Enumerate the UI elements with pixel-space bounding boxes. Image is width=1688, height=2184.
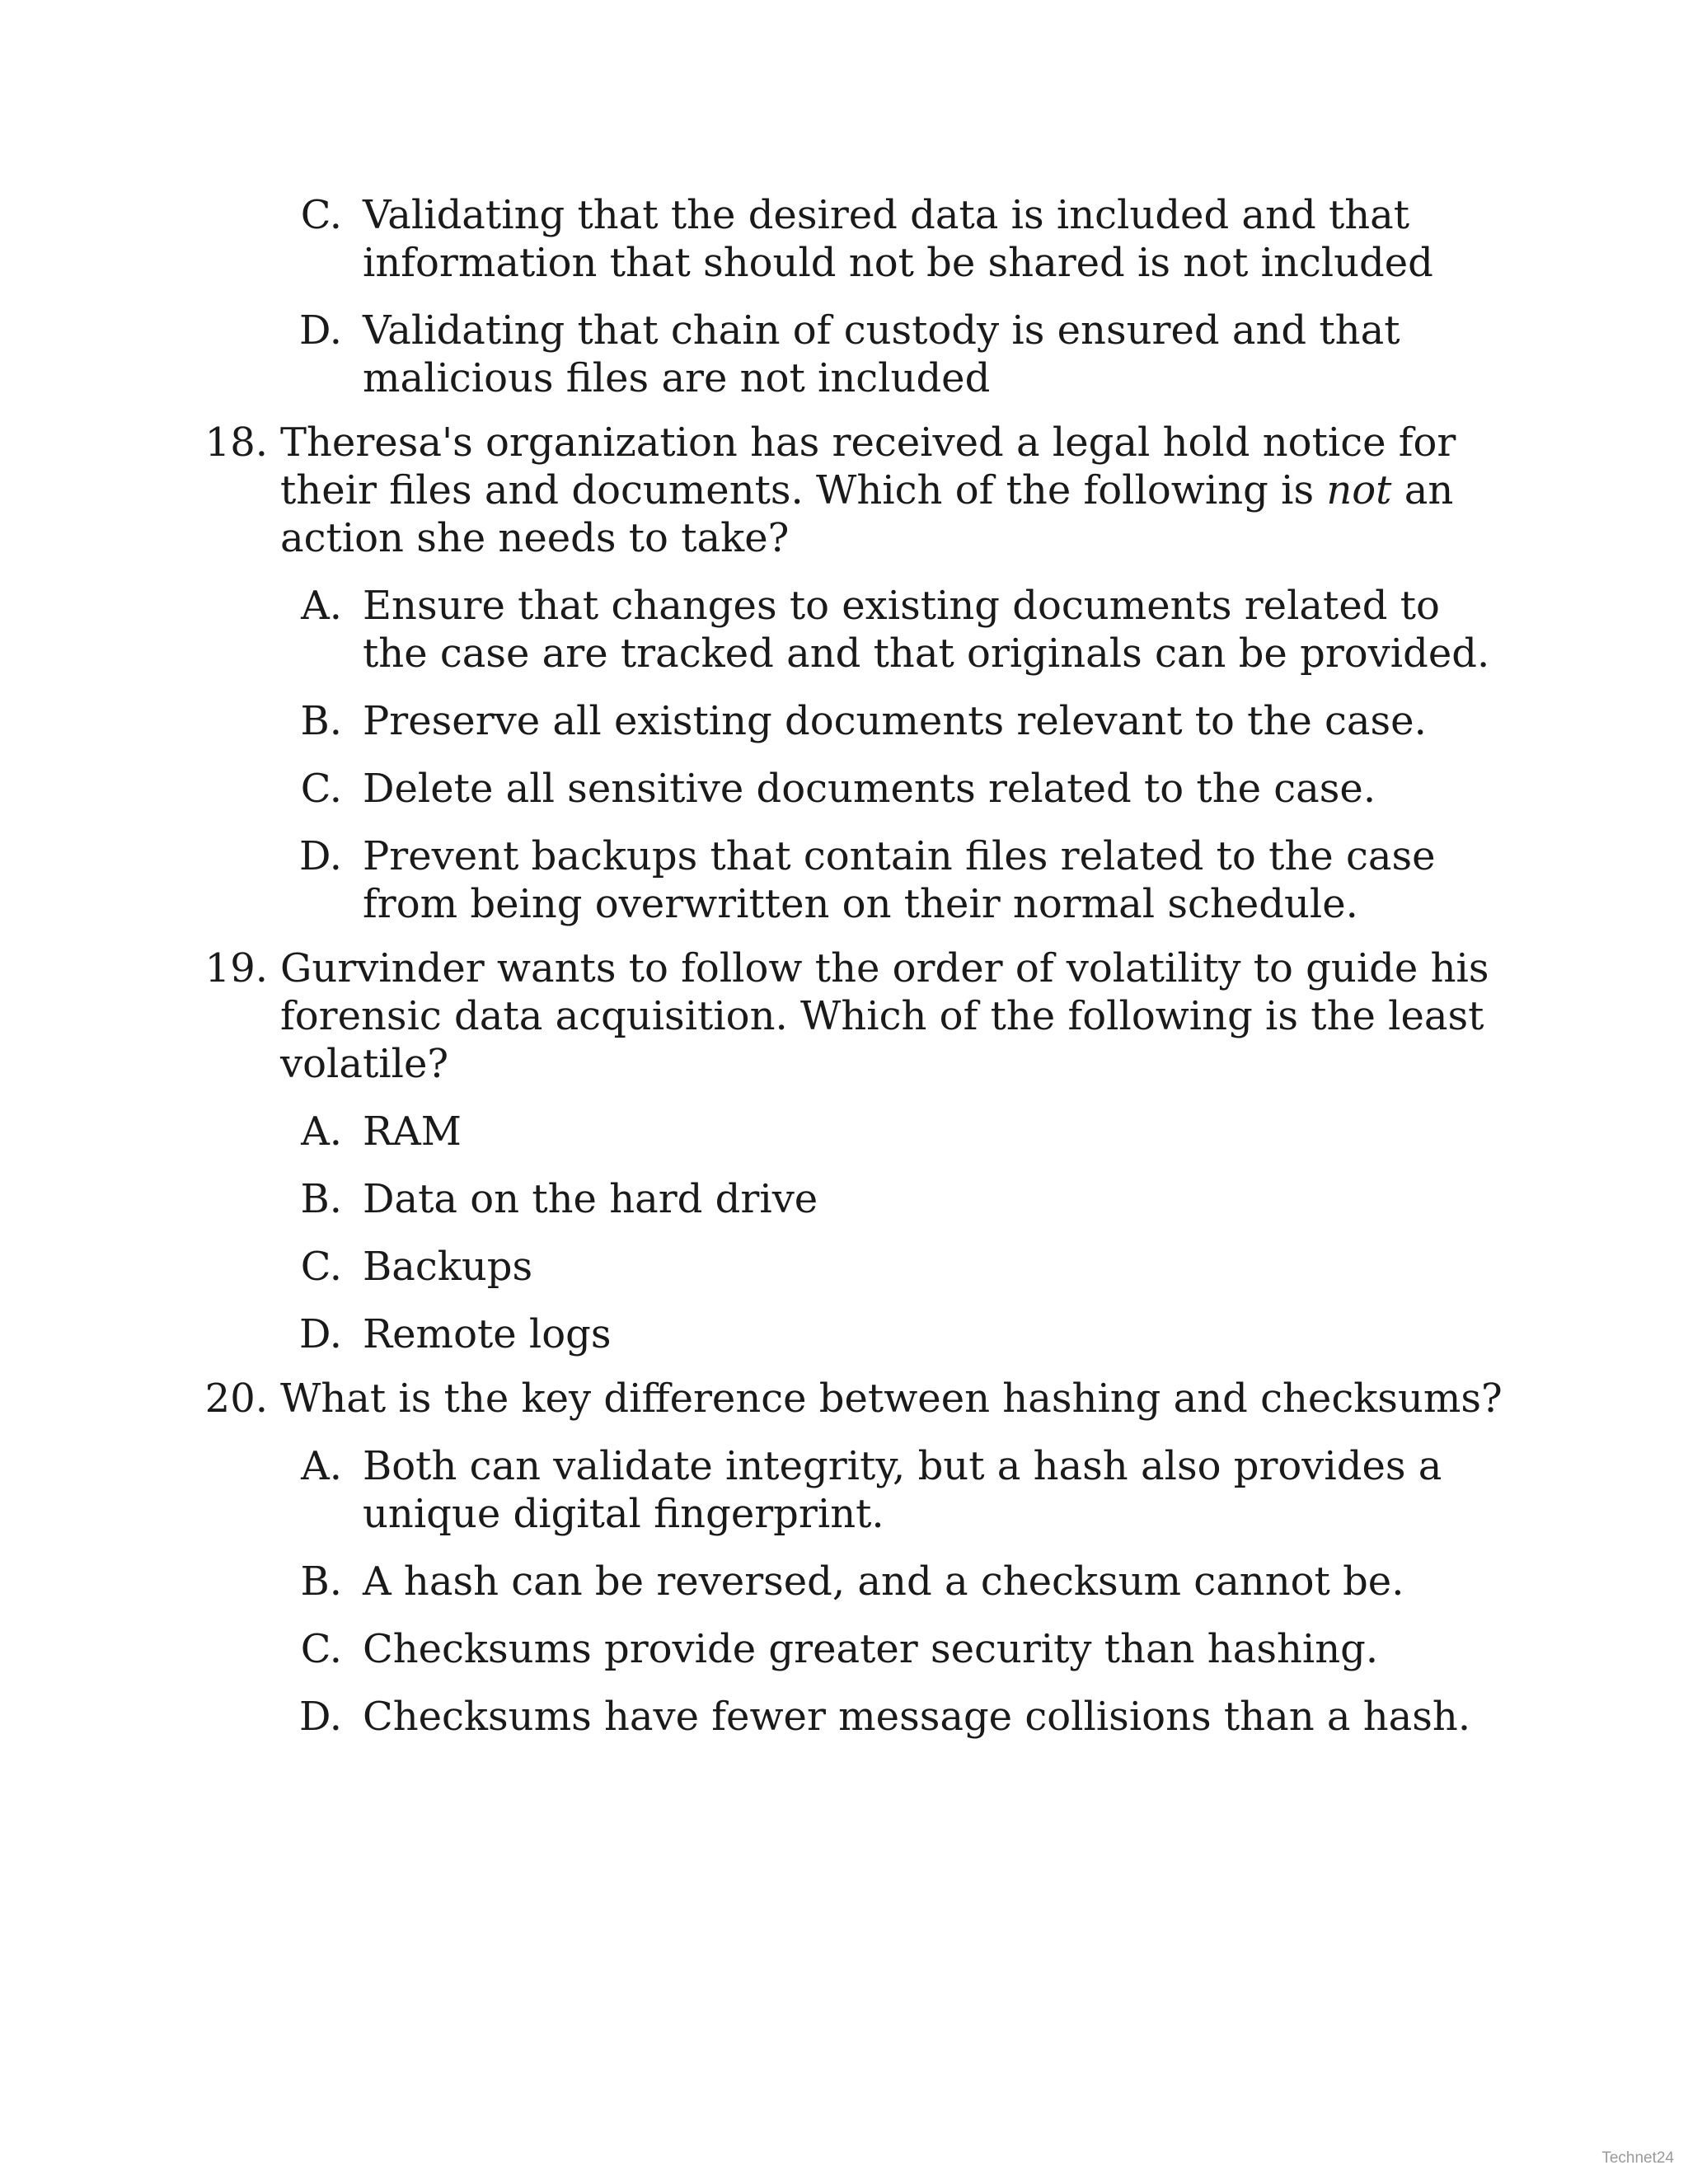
option-letter: D. bbox=[298, 833, 342, 879]
watermark: Technet24 bbox=[1601, 2149, 1674, 2167]
option-text: Data on the hard drive bbox=[363, 1176, 818, 1222]
question-number: 18. bbox=[204, 419, 268, 466]
question-19 bbox=[185, 944, 1504, 1358]
option-letter: D. bbox=[298, 1311, 342, 1357]
option-text: Validating that chain of custody is ensured and that malicious files are not included bbox=[363, 307, 1400, 401]
option-text: Both can validate integrity, but a hash also provides a unique digital fingerprint. bbox=[363, 1443, 1442, 1537]
option-c bbox=[280, 1243, 1504, 1291]
page-content bbox=[185, 191, 1504, 1741]
option-b bbox=[280, 1558, 1504, 1605]
option-c bbox=[280, 765, 1504, 813]
option-text: Preserve all existing documents relevant to the case. bbox=[363, 698, 1427, 744]
option-text: Checksums provide greater security than hashing. bbox=[363, 1626, 1379, 1672]
options-list bbox=[280, 1442, 1504, 1741]
option-letter: B. bbox=[300, 1176, 342, 1222]
question-20 bbox=[185, 1375, 1504, 1741]
question-text-before: Theresa's organization has received a legal hold notice for their files and documents. Which of the following is bbox=[280, 419, 1456, 513]
option-letter: C. bbox=[300, 192, 342, 238]
question-text bbox=[280, 419, 1504, 562]
continued-options bbox=[185, 191, 1504, 402]
option-c-continued bbox=[185, 191, 1504, 287]
option-text: Prevent backups that contain files related to the case from being overwritten on their normal schedule. bbox=[363, 833, 1436, 927]
option-text: Delete all sensitive documents related to the case. bbox=[363, 766, 1376, 812]
option-text: Ensure that changes to existing documents related to the case are tracked and that originals can be provided. bbox=[363, 583, 1490, 677]
option-letter: B. bbox=[300, 698, 342, 744]
question-text-before: Gurvinder wants to follow the order of volatility to guide his forensic data acquisition. Which of the following is the least volatile? bbox=[280, 945, 1489, 1087]
option-text: Backups bbox=[363, 1244, 533, 1290]
option-c bbox=[280, 1625, 1504, 1673]
options-list bbox=[280, 1108, 1504, 1358]
option-d bbox=[280, 1310, 1504, 1358]
question-number: 19. bbox=[204, 945, 268, 991]
option-a bbox=[280, 582, 1504, 677]
option-text: Checksums have fewer message collisions than a hash. bbox=[363, 1694, 1471, 1740]
question-18 bbox=[185, 419, 1504, 928]
option-text: RAM bbox=[363, 1108, 462, 1155]
option-d bbox=[280, 832, 1504, 928]
option-d-continued bbox=[185, 307, 1504, 402]
option-text: Remote logs bbox=[363, 1311, 612, 1357]
question-text bbox=[280, 944, 1504, 1088]
option-d bbox=[280, 1693, 1504, 1741]
option-letter: B. bbox=[300, 1558, 342, 1605]
option-a bbox=[280, 1442, 1504, 1538]
option-text: Validating that the desired data is included and that information that should not be shared is not included bbox=[363, 192, 1433, 286]
option-letter: D. bbox=[298, 1694, 342, 1740]
question-text bbox=[280, 1375, 1504, 1422]
option-letter: A. bbox=[301, 583, 342, 629]
option-letter: A. bbox=[301, 1443, 342, 1489]
option-text: A hash can be reversed, and a checksum cannot be. bbox=[363, 1558, 1404, 1605]
option-letter: C. bbox=[300, 1244, 342, 1290]
question-text-emphasis: not bbox=[1326, 467, 1392, 513]
option-b bbox=[280, 1175, 1504, 1223]
option-b bbox=[280, 697, 1504, 745]
question-number: 20. bbox=[204, 1376, 268, 1422]
option-letter: D. bbox=[298, 307, 342, 354]
question-text-before: What is the key difference between hashing and checksums? bbox=[280, 1376, 1503, 1422]
option-letter: C. bbox=[300, 766, 342, 812]
option-letter: C. bbox=[300, 1626, 342, 1672]
options-list bbox=[280, 582, 1504, 928]
option-a bbox=[280, 1108, 1504, 1155]
option-letter: A. bbox=[301, 1108, 342, 1155]
question-text-after: an action she needs to take? bbox=[280, 467, 1454, 561]
